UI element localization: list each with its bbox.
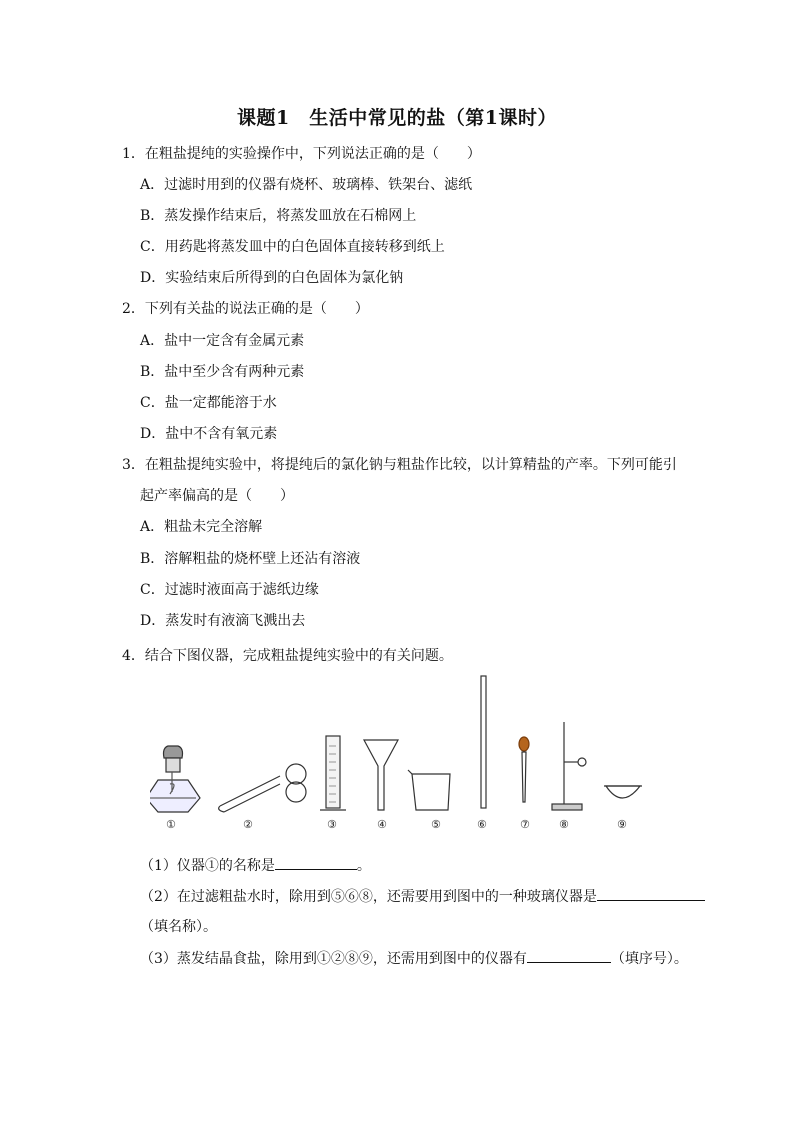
question-1-option-b: B．蒸发操作结束后，将蒸发皿放在石棉网上 xyxy=(140,208,417,224)
question-1-option-c: C．用药匙将蒸发皿中的白色固体直接转移到纸上 xyxy=(140,239,445,255)
apparatus-label-7: ⑦ xyxy=(520,818,530,831)
dropper-icon xyxy=(519,737,529,802)
question-4-sub-3 xyxy=(140,948,688,969)
question-4-sub-2-continued: （填名称）。 xyxy=(140,919,217,935)
question-2-option-c: C．盐一定都能溶于水 xyxy=(140,395,277,411)
graduated-cylinder-icon xyxy=(320,736,346,810)
apparatus-label-1: ① xyxy=(166,818,176,831)
apparatus-label-6: ⑥ xyxy=(477,818,487,831)
question-4-stem: 4．结合下图仪器，完成粗盐提纯实验中的有关问题。 xyxy=(122,648,453,664)
question-4-sub-2 xyxy=(140,886,705,907)
apparatus-label-5: ⑤ xyxy=(431,818,441,831)
evaporating-dish-icon xyxy=(604,786,642,798)
question-3-option-b: B．溶解粗盐的烧杯壁上还沾有溶液 xyxy=(140,551,361,567)
answer-blank-1[interactable] xyxy=(275,855,357,870)
question-3-option-c: C．过滤时液面高于滤纸边缘 xyxy=(140,582,319,598)
question-2-stem: 2．下列有关盐的说法正确的是（ ） xyxy=(122,301,369,317)
apparatus-label-4: ④ xyxy=(377,818,387,831)
glass-rod-icon xyxy=(481,676,486,808)
question-1-option-d: D．实验结束后所得到的白色固体为氯化钠 xyxy=(140,270,404,286)
question-1-option-a: A．过滤时用到的仪器有烧杯、玻璃棒、铁架台、滤纸 xyxy=(140,177,473,193)
apparatus-figure xyxy=(150,670,670,840)
sub-3-end: （填序号）。 xyxy=(610,951,688,967)
sub-1-end: 。 xyxy=(356,858,371,874)
sub-2-text: （2）在过滤粗盐水时，除用到⑤⑥⑧，还需要用到图中的一种玻璃仪器是 xyxy=(140,889,597,905)
apparatus-label-9: ⑨ xyxy=(617,818,627,831)
page-title: 课题1 生活中常见的盐（第1课时） xyxy=(237,107,557,129)
question-2-option-d: D．盐中不含有氧元素 xyxy=(140,426,278,442)
question-3-stem-continued: 起产率偏高的是（ ） xyxy=(140,488,294,504)
funnel-icon xyxy=(364,740,398,810)
beaker-icon xyxy=(408,770,450,810)
question-2-option-b: B．盐中至少含有两种元素 xyxy=(140,364,305,380)
iron-stand-icon xyxy=(552,722,586,810)
alcohol-lamp-icon xyxy=(150,746,200,812)
crucible-tongs-icon xyxy=(219,764,306,812)
apparatus-label-8: ⑧ xyxy=(559,818,569,831)
sub-3-text: （3）蒸发结晶食盐，除用到①②⑧⑨，还需用到图中的仪器有 xyxy=(140,951,527,967)
sub-1-text: （1）仪器①的名称是 xyxy=(140,858,275,874)
question-4-sub-1 xyxy=(140,855,371,876)
answer-blank-2[interactable] xyxy=(597,886,705,901)
apparatus-label-2: ② xyxy=(243,818,253,831)
question-2-option-a: A．盐中一定含有金属元素 xyxy=(140,333,305,349)
question-3-option-a: A．粗盐未完全溶解 xyxy=(140,519,263,535)
question-3-stem: 3．在粗盐提纯实验中，将提纯后的氯化钠与粗盐作比较，以计算精盐的产率。下列可能引 xyxy=(122,457,677,473)
question-1-stem: 1．在粗盐提纯的实验操作中，下列说法正确的是（ ） xyxy=(122,146,481,162)
answer-blank-3[interactable] xyxy=(527,948,611,963)
apparatus-label-3: ③ xyxy=(327,818,337,831)
question-3-option-d: D．蒸发时有液滴飞溅出去 xyxy=(140,613,306,629)
